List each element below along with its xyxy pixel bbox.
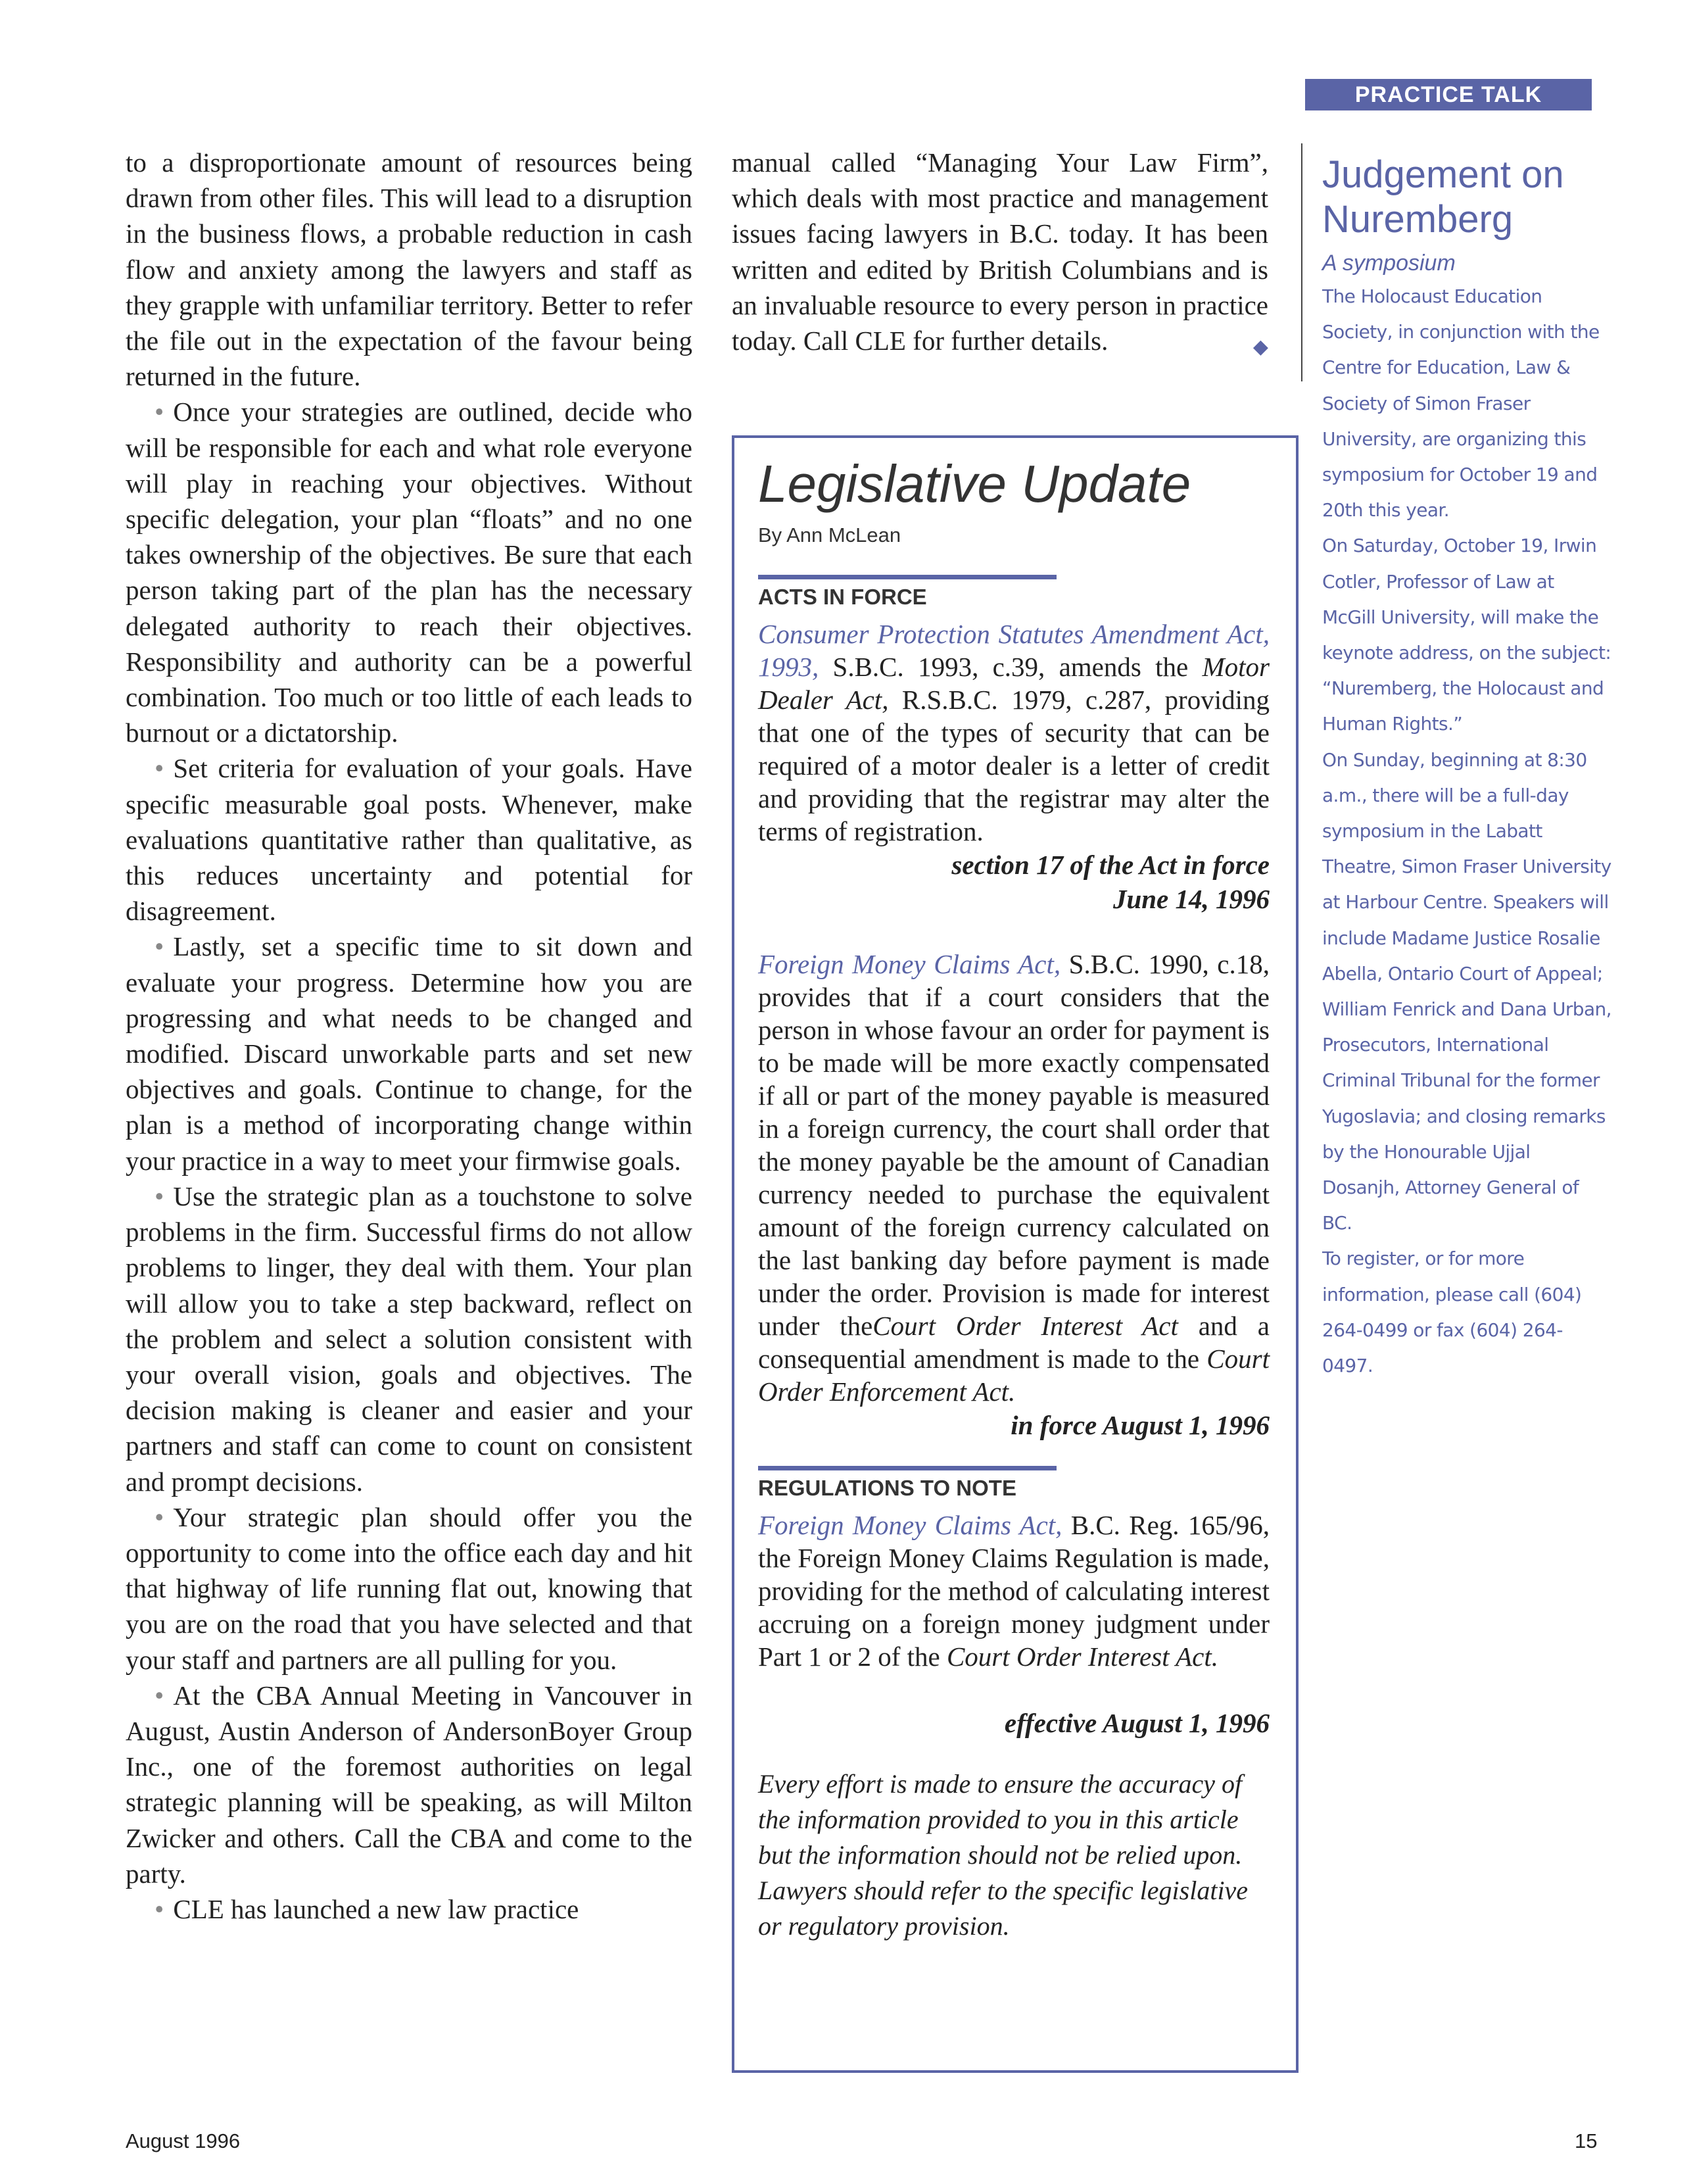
regulation-entry	[758, 1509, 1270, 1673]
act-text: B.C. Reg. 165/96, the Foreign Money Claims Regulation is made, providing for the method of calculating interest accruing on a foreign money judgment under Part 1 or 2 of the	[758, 1510, 1270, 1672]
body-paragraph	[732, 145, 1268, 358]
sidebar-paragraph: On Saturday, October 19, Irwin Cotler, Professor of Law at McGill University, will make the keynote address, on the subject: “Nuremberg, the Holocaust and Human Rights.”	[1322, 535, 1611, 735]
body-text: manual called “Managing Your Law Firm”, which deals with most practice and management issues facing lawyers in B.C. today. It has been written and edited by British Columbians and is an invaluable resource to every person in practice today. Call CLE for further details.	[732, 147, 1268, 356]
act-ref: Motor Dealer Act,	[758, 652, 1270, 715]
bullet-paragraph: • Once your strategies are outlined, decide who will be responsible for each and what role everyone will play in reaching your objectives. Without specific delegation, your plan “floats” and no one takes ownership of the objectives. Be sure that each person taking part of the plan has the necessary delegated authority to reach their objectives. Responsibility and authority can be a powerful combination. Too much or too little of each leads to burnout or a dictatorship.	[126, 394, 692, 750]
sidebar-nuremberg	[1322, 153, 1611, 1384]
effective-date: effective August 1, 1996	[1004, 1708, 1270, 1738]
section-rule	[758, 575, 1057, 579]
column-middle	[732, 145, 1268, 365]
body-paragraph: to a disproportionate amount of resources being drawn from other files. This will lead to a disruption in the business flows, a probable reduction in cash flow and anxiety among the lawyers and staff as they grapple with unfamiliar territory. Better to refer the file out in the expectation of the favour being returned in the future.	[126, 147, 692, 392]
bullet-paragraph: • Your strategic plan should offer you the opportunity to come into the office each day and hit that highway of life running flat out, knowing that you are on the road that you have selected and that your staff and partners are all pulling for you.	[126, 1499, 692, 1678]
footer-date: August 1996	[126, 2129, 241, 2152]
page-number: 15	[1575, 2129, 1598, 2152]
section-header-practice-talk: PRACTICE TALK	[1305, 79, 1592, 110]
bullet-paragraph: • Lastly, set a specific time to sit down and evaluate your progress. Determine how you are progressing and what needs to be changed and modified. Discard unworkable parts and set new objectives and goals. Continue to change, for the plan is a method of incorporating change within your practice in a way to meet your firmwise goals.	[126, 929, 692, 1178]
column-left	[126, 145, 692, 1927]
act-text: R.S.B.C. 1979, c.287, providing that one of the types of security that can be required of a motor dealer is a letter of credit and providing that the registrar may alter the terms of registration.	[758, 685, 1270, 846]
in-force-date: in force August 1, 1996	[1011, 1410, 1270, 1440]
section-heading-acts: ACTS IN FORCE	[758, 585, 927, 609]
disclaimer: Every effort is made to ensure the accuracy of the information provided to you in this article but the information should not be relied upon. Lawyers should refer to the specific legislative or regulatory provision.	[758, 1769, 1249, 1941]
section-rule	[758, 1466, 1057, 1470]
act-name: Consumer Protection Statutes Amendment Act, 1993,	[758, 619, 1270, 682]
act-name: Foreign Money Claims Act,	[758, 1510, 1062, 1540]
act-entry	[758, 948, 1270, 1408]
act-ref: Court Order Interest Act	[872, 1311, 1178, 1341]
bullet-paragraph: • Use the strategic plan as a touchstone to solve problems in the firm. Successful firms do not allow problems to linger, they deal with them. Your plan will allow you to take a step backward, reflect on the problem and select a solution consistent with your overall vision, goals and objectives. The decision making is cleaner and easier and your partners and staff can come to count on consistent and prompt decisions.	[126, 1178, 692, 1499]
box-title: Legislative Update	[758, 454, 1191, 513]
act-text: S.B.C. 1993, c.39, amends the	[819, 652, 1203, 682]
in-force-note: section 17 of the Act in force	[951, 850, 1270, 880]
act-ref: Court Order Interest Act.	[946, 1641, 1218, 1672]
bullet-paragraph: • Set criteria for evaluation of your goals. Have specific measurable goal posts. Whenever, make evaluations quantitative rather than qualitative, as this reduces uncertainty and potential for disagreement.	[126, 750, 692, 929]
end-of-article-diamond-icon: ◆	[1252, 336, 1268, 358]
section-heading-regulations: REGULATIONS TO NOTE	[758, 1476, 1016, 1500]
act-name: Foreign Money Claims Act,	[758, 949, 1061, 979]
act-text: S.B.C. 1990, c.18, provides that if a court considers that the person in whose favour an order for payment is to be made will be more exactly compensated if all or part of the money payable is measured in a foreign currency, the court shall order that the money payable be the amount of Canadian currency needed to purchase the equivalent amount of the foreign currency calculated on the last banking day before payment is made under the order. Provision is made for interest under the	[758, 949, 1270, 1341]
in-force-date: June 14, 1996	[1112, 884, 1270, 914]
byline: By Ann McLean	[758, 523, 901, 546]
sidebar-subtitle: A symposium	[1322, 251, 1456, 276]
bullet-paragraph: • At the CBA Annual Meeting in Vancouver in August, Austin Anderson of AndersonBoyer Group Inc., one of the foremost authorities on legal strategic planning will be speaking, as will Milton Zwicker and others. Call the CBA and come to the party.	[126, 1678, 692, 1891]
act-text: and a consequential amendment is made to the	[758, 1311, 1270, 1374]
sidebar-paragraph: To register, or for more information, please call (604) 264-0499 or fax (604) 264-0497.	[1322, 1248, 1582, 1377]
sidebar-title: Judgement on Nuremberg	[1322, 153, 1564, 241]
legislative-update-box	[732, 435, 1299, 2073]
bullet-paragraph: • CLE has launched a new law practice	[126, 1891, 692, 1927]
sidebar-paragraph: On Sunday, beginning at 8:30 a.m., there will be a full-day symposium in the Labatt Theatre, Simon Fraser University at Harbour Centre. Speakers will include Madame Justice Rosalie Abella, Ontario Court of Appeal; William Fenrick and Dana Urban, Prosecutors, International Criminal Tribunal for the former Yugoslavia; and closing remarks by the Honourable Ujjal Dosanjh, Attorney General of BC.	[1322, 748, 1611, 1234]
act-ref: Court Order Enforcement Act.	[758, 1344, 1270, 1407]
act-entry	[758, 618, 1270, 848]
sidebar-paragraph: The Holocaust Education Society, in conjunction with the Centre for Education, Law & Society of Simon Fraser University, are organizing this symposium for October 19 and 20th this year.	[1322, 285, 1600, 522]
sidebar-divider	[1301, 143, 1302, 381]
